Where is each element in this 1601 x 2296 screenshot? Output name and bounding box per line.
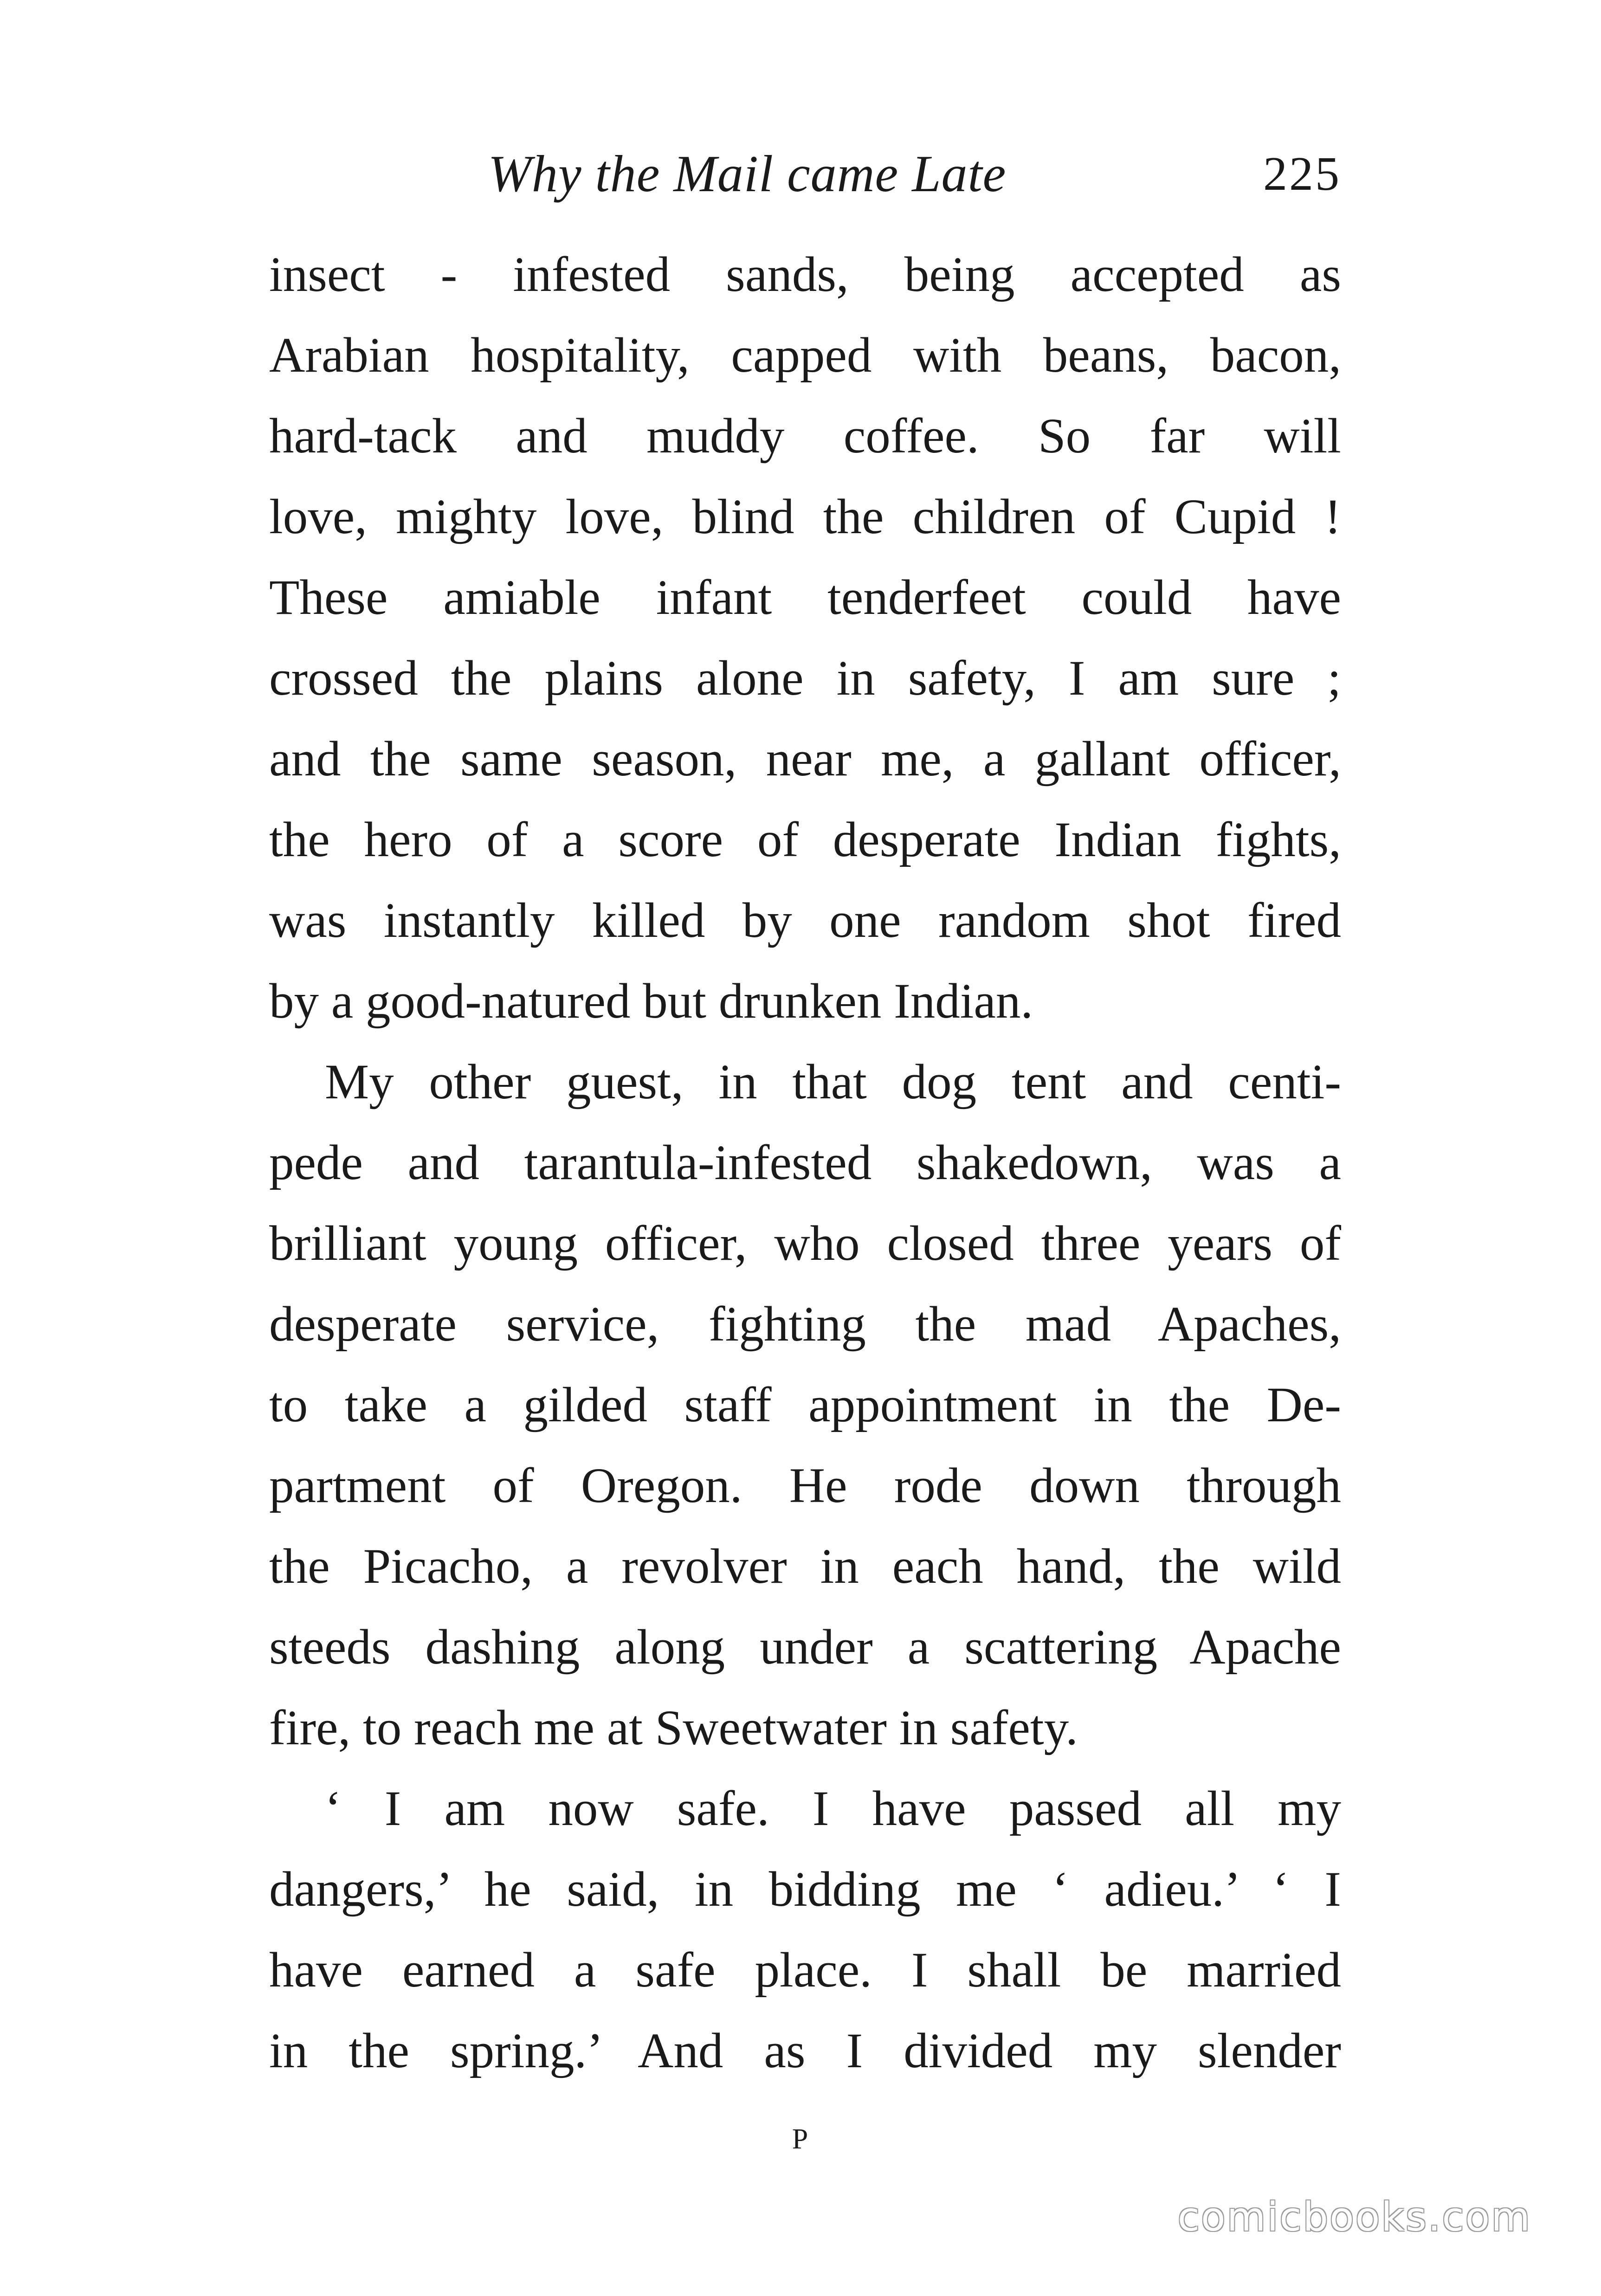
page-header xyxy=(269,139,1341,209)
text-line: the Picacho, a revolver in each hand, the wild xyxy=(269,1539,1341,1594)
text-line: to take a gilded staff appointment in the De- xyxy=(269,1378,1341,1432)
text-line: have earned a safe place. I shall be married xyxy=(269,1943,1341,1998)
signature-mark: P xyxy=(792,2123,809,2155)
text-line: insect - infested sands, being accepted as xyxy=(269,247,1341,302)
text-line: pede and tarantula-infested shakedown, was a xyxy=(269,1135,1341,1190)
text-line: and the same season, near me, a gallant officer, xyxy=(269,732,1341,787)
text-line: brilliant young officer, who closed three years of xyxy=(269,1216,1341,1271)
running-title: Why the Mail came Late xyxy=(488,145,1007,203)
text-line: crossed the plains alone in safety, I am sure ; xyxy=(269,651,1341,706)
text-line: the hero of a score of desperate Indian fights, xyxy=(269,813,1341,867)
text-line: fire, to reach me at Sweetwater in safety. xyxy=(269,1701,1078,1755)
text-line: hard-tack and muddy coffee. So far will xyxy=(269,409,1341,464)
text-line: My other guest, in that dog tent and centi- xyxy=(325,1055,1341,1109)
watermark: comicbooks.com xyxy=(1177,2194,1531,2240)
text-line: love, mighty love, blind the children of Cupid ! xyxy=(269,490,1341,544)
body-text xyxy=(269,234,1341,2091)
text-line: ‘ I am now safe. I have passed all my xyxy=(325,1781,1341,1836)
text-line: partment of Oregon. He rode down through xyxy=(269,1458,1341,1513)
text-line: desperate service, fighting the mad Apaches, xyxy=(269,1297,1341,1352)
text-line: dangers,’ he said, in bidding me ‘ adieu.’ ‘ I xyxy=(269,1862,1341,1917)
text-line: was instantly killed by one random shot fired xyxy=(269,893,1341,948)
text-line: in the spring.’ And as I divided my slender xyxy=(269,2024,1341,2078)
text-line: steeds dashing along under a scattering Apache xyxy=(269,1620,1341,1675)
text-line: Arabian hospitality, capped with beans, bacon, xyxy=(269,328,1341,383)
text-line: These amiable infant tenderfeet could have xyxy=(269,570,1341,625)
text-line: by a good-natured but drunken Indian. xyxy=(269,974,1033,1029)
page-number: 225 xyxy=(1263,147,1341,200)
